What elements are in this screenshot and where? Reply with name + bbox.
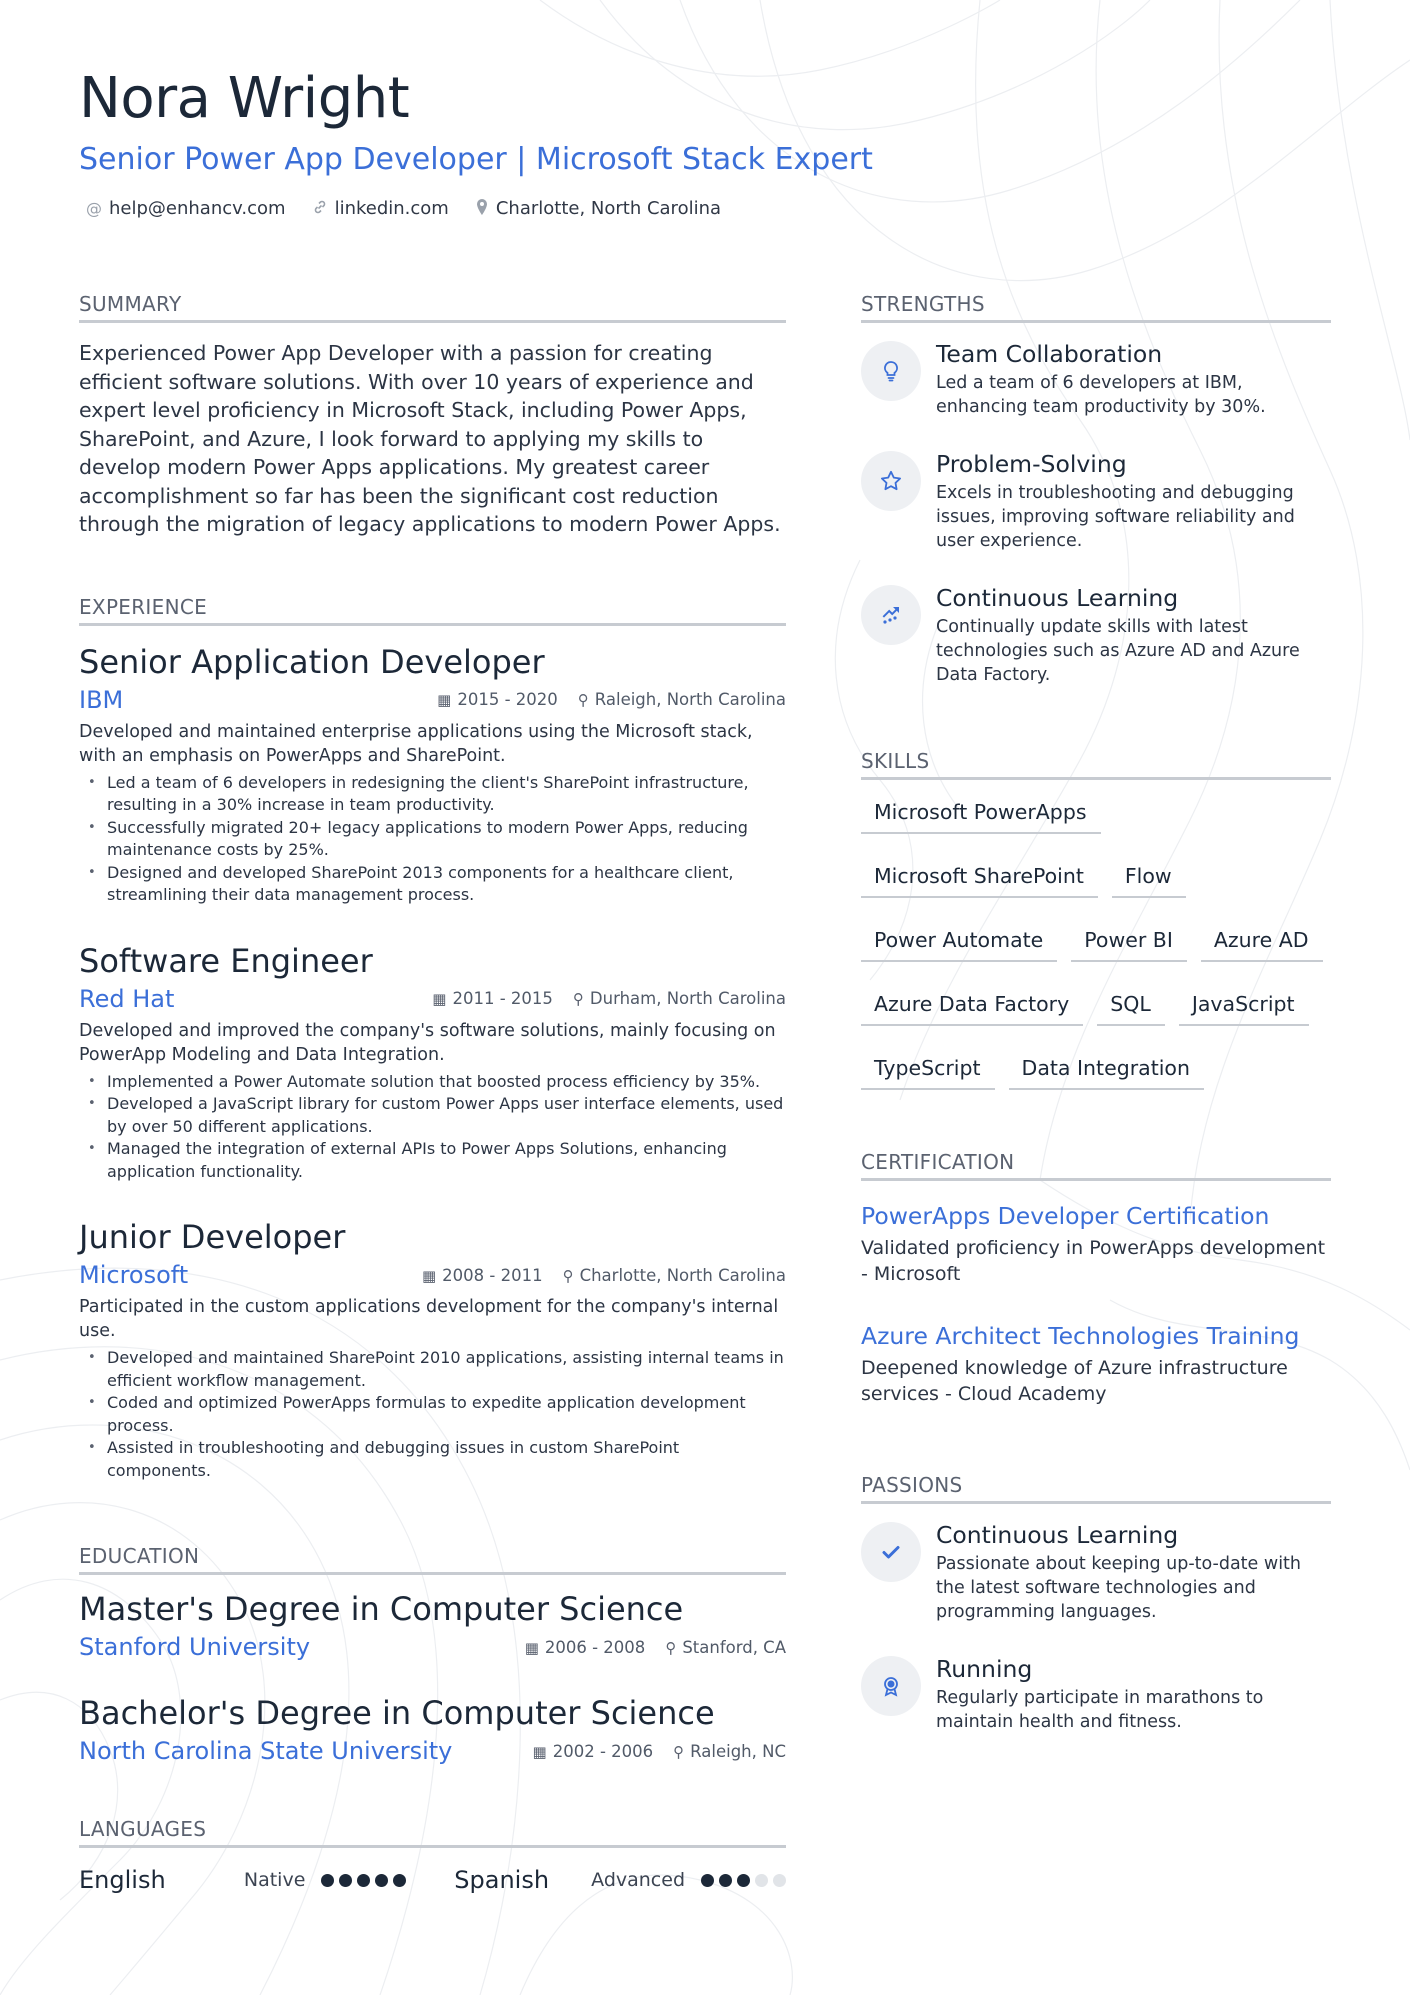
summary-heading: SUMMARY	[79, 292, 786, 323]
education-dates	[533, 1742, 654, 1761]
languages-row	[79, 1866, 786, 1894]
passion-title: Running	[936, 1655, 1033, 1683]
education-location	[673, 1742, 786, 1761]
job-bullet: • Developed and maintained SharePoint 2010 applications, assisting internal teams in efficient workflow management.	[79, 1347, 786, 1392]
education-meta-row	[79, 1737, 786, 1765]
job-meta	[437, 690, 786, 709]
right-column	[861, 292, 1331, 1734]
skill-tag: Microsoft PowerApps	[861, 794, 1101, 834]
job-location-text: Raleigh, North Carolina	[594, 690, 786, 709]
passions-heading: PASSIONS	[861, 1473, 1331, 1504]
job-bullets	[79, 1071, 786, 1184]
job-bullet: • Developed a JavaScript library for custom Power Apps user interface elements, used by over 50 different applications.	[79, 1093, 786, 1138]
job-meta-row	[79, 985, 786, 1013]
certification-item	[861, 1321, 1331, 1407]
skills-heading: SKILLS	[861, 749, 1331, 780]
contact-linkedin-text: linkedin.com	[334, 198, 449, 219]
location-icon: ⚲	[572, 990, 584, 1008]
calendar-icon: ▦	[532, 1742, 547, 1761]
job-bullet: • Coded and optimized PowerApps formulas to expedite application development process.	[79, 1392, 786, 1437]
job-meta-row	[79, 1261, 786, 1289]
job-entry	[79, 642, 786, 907]
job-bullet: • Led a team of 6 developers in redesigning the client's SharePoint infrastructure, resulting in a 30% increase in team productivity.	[79, 772, 786, 817]
passion-desc: Passionate about keeping up-to-date with the latest software technologies and programming languages.	[936, 1554, 1302, 1622]
rating-dot-filled	[339, 1874, 352, 1887]
job-dates	[437, 690, 558, 709]
job-location	[573, 989, 786, 1008]
calendar-icon: ▦	[432, 990, 447, 1008]
location-icon: ⚲	[673, 1742, 685, 1761]
calendar-icon: ▦	[421, 1266, 437, 1285]
certification-heading: CERTIFICATION	[861, 1150, 1331, 1181]
education-meta	[533, 1742, 786, 1761]
certification-title: PowerApps Developer Certification	[861, 1202, 1270, 1230]
calendar-icon: ▦	[437, 691, 452, 709]
strength-title: Problem-Solving	[936, 450, 1127, 478]
education-dates	[525, 1638, 646, 1657]
job-bullet: • Managed the integration of external APIs to Power Apps Solutions, enhancing application functionality.	[79, 1138, 786, 1183]
education-heading: EDUCATION	[79, 1544, 786, 1575]
job-dates-text: 2015 - 2020	[457, 690, 558, 709]
checkmark-icon	[861, 1522, 921, 1582]
job-meta-row	[79, 686, 786, 714]
strength-desc: Led a team of 6 developers at IBM, enhancing team productivity by 30%.	[936, 373, 1266, 417]
candidate-name: Nora Wright	[79, 66, 410, 131]
strength-title: Continuous Learning	[936, 584, 1179, 612]
strength-item	[861, 339, 1331, 419]
education-meta	[525, 1638, 786, 1657]
job-bullets	[79, 772, 786, 907]
rating-dot-filled	[701, 1874, 714, 1887]
job-bullets	[79, 1347, 786, 1482]
certification-item	[861, 1201, 1331, 1287]
experience-heading: EXPERIENCE	[79, 595, 786, 626]
education-dates-text: 2006 - 2008	[544, 1637, 646, 1657]
contact-location	[475, 198, 721, 219]
skill-tag: Power Automate	[861, 922, 1057, 962]
education-meta-row	[79, 1633, 786, 1661]
contact-location-text: Charlotte, North Carolina	[495, 198, 722, 219]
medal-icon	[861, 1656, 921, 1716]
rating-dot-empty	[773, 1874, 786, 1887]
strength-item	[861, 583, 1331, 687]
education-location	[665, 1638, 786, 1657]
skill-tag: Microsoft SharePoint	[861, 858, 1098, 898]
job-description: Developed and maintained enterprise applications using the Microsoft stack, with an emphasis on PowerApps and SharePoint.	[79, 721, 753, 766]
certification-desc: Deepened knowledge of Azure infrastructure services - Cloud Academy	[861, 1357, 1288, 1405]
summary-text: Experienced Power App Developer with a passion for creating efficient software solutions. With over 10 years of experience and expert level proficiency in Microsoft Stack, including Power Apps, SharePoint, and Azure, I look forward to applying my skills to develop modern Power Apps applications. My greatest career accomplishment so far has been the significant cost reduction through the migration of legacy applications to modern Power Apps.	[79, 341, 781, 536]
passion-item	[861, 1654, 1331, 1734]
skill-tag: TypeScript	[861, 1050, 995, 1090]
contact-bar	[86, 198, 721, 219]
education-entry	[79, 1693, 786, 1765]
job-location	[563, 1266, 786, 1285]
skill-tag: SQL	[1097, 986, 1165, 1026]
strength-desc: Continually update skills with latest technologies such as Azure AD and Azure Data Factory.	[936, 617, 1300, 685]
contact-email[interactable]	[86, 198, 286, 219]
passion-desc: Regularly participate in marathons to maintain health and fitness.	[936, 1688, 1264, 1732]
company-name: Red Hat	[79, 984, 175, 1013]
job-description: Participated in the custom applications development for the company's internal use.	[79, 1297, 779, 1341]
star-icon	[861, 451, 921, 511]
strengths-heading: STRENGTHS	[861, 292, 1331, 323]
skill-tag: Flow	[1112, 858, 1186, 898]
job-location	[578, 690, 786, 709]
job-title: Senior Application Developer	[79, 642, 545, 681]
skill-tag: Power BI	[1071, 922, 1187, 962]
job-title: Junior Developer	[79, 1218, 346, 1256]
languages-heading: LANGUAGES	[79, 1817, 786, 1848]
language-rating	[321, 1874, 411, 1887]
education-location-text: Stanford, CA	[682, 1637, 786, 1657]
lightbulb-icon	[861, 341, 921, 401]
job-meta	[432, 989, 786, 1008]
location-icon	[475, 199, 489, 219]
job-meta	[422, 1266, 786, 1285]
certification-desc: Validated proficiency in PowerApps development - Microsoft	[861, 1237, 1326, 1285]
education-entry	[79, 1589, 786, 1661]
skill-tag: Azure Data Factory	[861, 986, 1083, 1026]
at-icon: @	[86, 199, 102, 218]
job-bullet: • Implemented a Power Automate solution that boosted process efficiency by 35%.	[79, 1071, 786, 1094]
passion-item	[861, 1520, 1331, 1624]
calendar-icon: ▦	[524, 1638, 539, 1657]
school-name: North Carolina State University	[79, 1737, 453, 1765]
language-rating	[701, 1874, 786, 1887]
job-location-text: Durham, North Carolina	[589, 989, 786, 1008]
strength-desc: Excels in troubleshooting and debugging issues, improving software reliability and user experience.	[936, 483, 1295, 551]
job-entry	[79, 1217, 786, 1482]
job-location-text: Charlotte, North Carolina	[579, 1265, 786, 1285]
school-name: Stanford University	[79, 1633, 311, 1661]
location-icon: ⚲	[562, 1266, 574, 1285]
candidate-title: Senior Power App Developer | Microsoft Stack Expert	[79, 142, 873, 177]
language-name: Spanish	[454, 1866, 550, 1894]
skill-tag: Azure AD	[1201, 922, 1323, 962]
skills-list	[861, 794, 1341, 1090]
job-bullet: • Assisted in troubleshooting and debugging issues in custom SharePoint components.	[79, 1437, 786, 1482]
rating-dot-filled	[375, 1874, 388, 1887]
left-column	[79, 292, 786, 1894]
contact-linkedin[interactable]	[312, 198, 449, 219]
job-bullet: • Successfully migrated 20+ legacy applications to modern Power Apps, reducing maintenance costs by 25%.	[79, 817, 786, 862]
education-location-text: Raleigh, NC	[690, 1741, 786, 1761]
degree-title: Master's Degree in Computer Science	[79, 1590, 684, 1628]
skill-tag: Data Integration	[1009, 1050, 1204, 1090]
language-name: English	[79, 1866, 166, 1894]
language-level: Advanced	[591, 1869, 686, 1891]
job-entry	[79, 941, 786, 1184]
certification-title: Azure Architect Technologies Training	[861, 1322, 1300, 1350]
degree-title: Bachelor's Degree in Computer Science	[79, 1694, 715, 1732]
location-icon: ⚲	[577, 691, 589, 709]
job-dates	[422, 1266, 543, 1285]
job-dates	[432, 989, 553, 1008]
passion-title: Continuous Learning	[936, 1521, 1179, 1549]
strength-item	[861, 449, 1331, 553]
job-dates-text: 2011 - 2015	[452, 989, 553, 1008]
job-description: Developed and improved the company's software solutions, mainly focusing on PowerApp Modeling and Data Integration.	[79, 1020, 776, 1065]
rating-dot-filled	[719, 1874, 732, 1887]
location-icon: ⚲	[665, 1638, 677, 1657]
strength-title: Team Collaboration	[936, 340, 1163, 368]
company-name: IBM	[79, 685, 124, 714]
rating-dot-filled	[321, 1874, 334, 1887]
rating-dot-filled	[393, 1874, 406, 1887]
language-level: Native	[243, 1869, 306, 1891]
job-bullet: • Designed and developed SharePoint 2013 components for a healthcare client, streamlining their data management process.	[79, 862, 786, 907]
education-dates-text: 2002 - 2006	[552, 1741, 654, 1761]
rating-dot-filled	[357, 1874, 370, 1887]
link-icon	[312, 199, 328, 219]
trend-icon	[861, 585, 921, 645]
rating-dot-empty	[755, 1874, 768, 1887]
contact-email-text: help@enhancv.com	[109, 198, 286, 219]
job-title: Software Engineer	[79, 941, 373, 980]
company-name: Microsoft	[79, 1261, 189, 1289]
job-dates-text: 2008 - 2011	[442, 1265, 543, 1285]
skill-tag: JavaScript	[1179, 986, 1309, 1026]
rating-dot-filled	[737, 1874, 750, 1887]
